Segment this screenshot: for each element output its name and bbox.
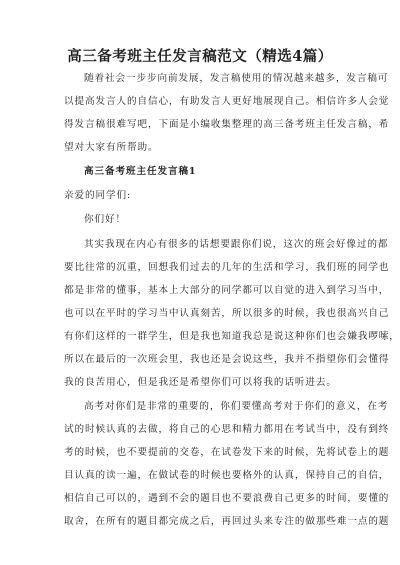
paragraph-line: 高考对你们是非常的重要的，你们要懂高考对于你们的意义，在考 xyxy=(84,401,389,412)
paragraph-line: 都是非常的懂事，基本上大部分的同学都可以自觉的进入到学习当中， xyxy=(64,285,390,296)
paragraph-line: 试的时候认真的去做，将自己的心思和精力都用在考试当中，没有到终 xyxy=(64,424,390,435)
intro-line: 得发言稿很难写吧，下面是小编收集整理的高三备考班主任发言稿，希 xyxy=(64,119,390,130)
intro-line: 望对大家有所帮助。 xyxy=(64,142,159,153)
paragraph-line: 其实我现在内心有很多的话想要跟你们说，这次的班会好像过的都 xyxy=(84,239,389,250)
intro-line: 以提高发言人的自信心，有助发言人更好地展现自己。相信许多人会觉 xyxy=(64,96,390,107)
salutation: 亲爱的同学们: xyxy=(64,190,132,201)
paragraph-line: 也可以在平时的学习当中认真刻苦，所以很多的时候，我也很高兴自己 xyxy=(64,308,390,319)
paragraph-line: 目认真的读一遍，在做试卷的时候也要格外的认真，保持自己的自信， xyxy=(64,470,390,481)
paragraph-line: 取舍，在所有的题目都完成之后，再回过头来专注的做那些难一点的题 xyxy=(64,516,390,527)
paragraph-line: 考的时候，也不要提前的交卷，在试卷发下来的时候，先将试卷上的题 xyxy=(64,447,390,458)
paragraph-line: 要比往常的沉重，回想我们过去的几年的生活和学习，我们班的同学也 xyxy=(64,262,390,273)
paragraph-line: 所以在最后的一次班会里，我也还是会说这些，我并不指望你们会懂得 xyxy=(64,354,390,365)
greeting: 你们好！ xyxy=(84,214,126,225)
paragraph-line: 我的良苦用心，但是我还是希望你们可以将我的话听进去。 xyxy=(64,377,337,388)
intro-line: 随着社会一步步向前发展，发言稿使用的情况越来越多，发言稿可 xyxy=(84,73,389,84)
document-title: 高三备考班主任发言稿范文（精选4篇） xyxy=(67,48,333,65)
section-heading: 高三备考班主任发言稿1 xyxy=(84,166,197,177)
paragraph-line: 相信自己可以的，遇到不会的题目也不要浪费自己更多的时间，要懂的 xyxy=(64,493,390,504)
paragraph-line: 有你们这样的一群学生，但是我也知道我总是说这种你们也会嫌我啰嗦， xyxy=(64,331,400,342)
